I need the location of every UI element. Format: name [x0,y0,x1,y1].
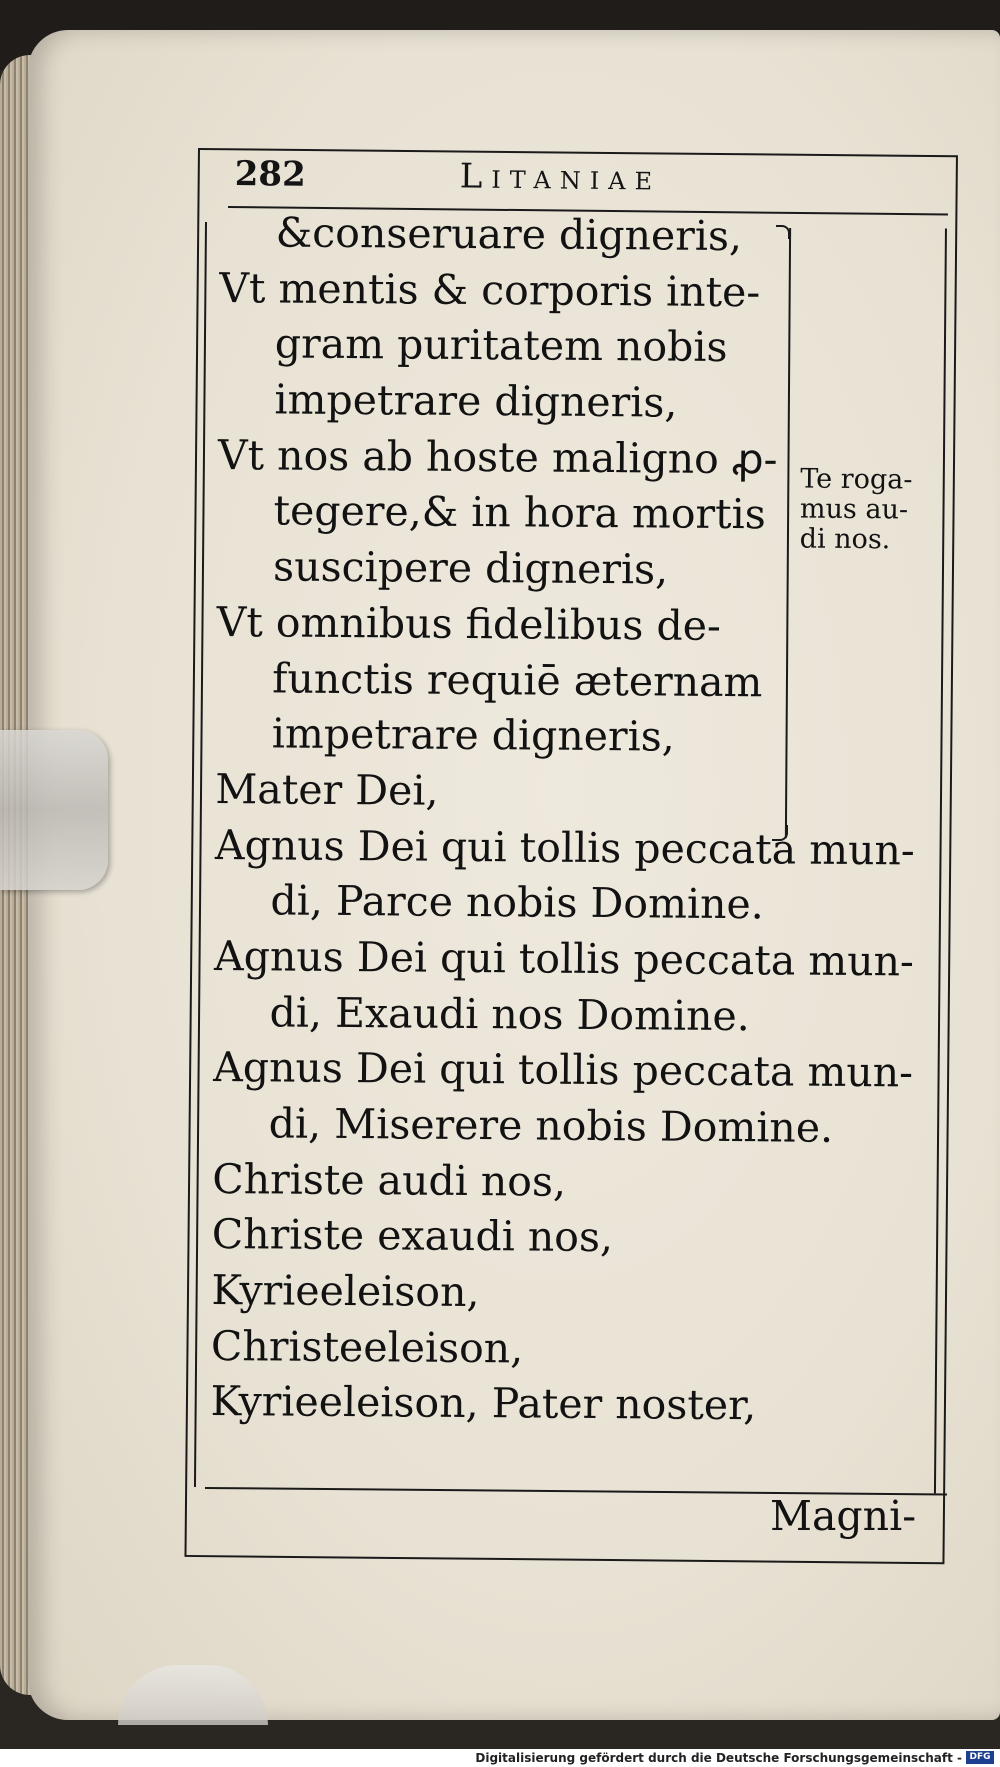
text-line: impetrare digneris, [274,375,678,427]
text-line: Vt omnibus fidelibus de- [216,597,721,650]
text-line: Mater Dei, [215,764,439,815]
text-line: tegere,& in hora mortis [273,486,766,539]
text-line: &conseruare digneris, [275,208,743,261]
text-line: suscipere digneris, [272,542,669,594]
text-line: di, Parce nobis Domine. [270,876,764,929]
running-head [229,150,950,212]
text-line: di, Exaudi nos Domine. [269,988,750,1040]
running-title: Litaniae [459,156,662,199]
dfg-logo: DFG [966,1751,994,1764]
text-line: functis requiē æternam [272,653,763,706]
response-line: Te roga- [800,463,913,496]
text-line: Christe audi nos, [212,1154,567,1206]
text-line: Kyrieeleison, [211,1266,480,1317]
response-line: di nos. [799,523,891,556]
page-clip-left [0,730,108,890]
text-line: gram puritatem nobis [274,319,728,372]
text-line: Vt mentis & corporis inte- [219,263,761,316]
text-line: di, Miserere nobis Domine. [268,1099,834,1152]
page-number: 282 [234,154,306,195]
response-text [800,464,921,555]
response-line: mus au- [799,493,909,526]
text-line: Kyrieeleison, Pater noster, [210,1377,757,1430]
text-line: Agnus Dei qui tollis peccata mun- [213,1043,914,1097]
catchword: Magni- [770,1492,917,1540]
text-line: Christe exaudi nos, [211,1210,614,1262]
footer-credit: Digitalisierung gefördert durch die Deutsche Forschungsgemeinschaft - [475,1751,962,1765]
text-line: Agnus Dei qui tollis peccata mun- [214,820,915,875]
text-line: impetrare digneris, [271,709,676,761]
text-line: Vt nos ab hoste maligno ꝓ- [217,430,778,484]
text-line: Christeeleison, [210,1321,524,1373]
litany-text [210,205,945,1436]
text-line: Agnus Dei qui tollis peccata mun- [213,931,915,986]
